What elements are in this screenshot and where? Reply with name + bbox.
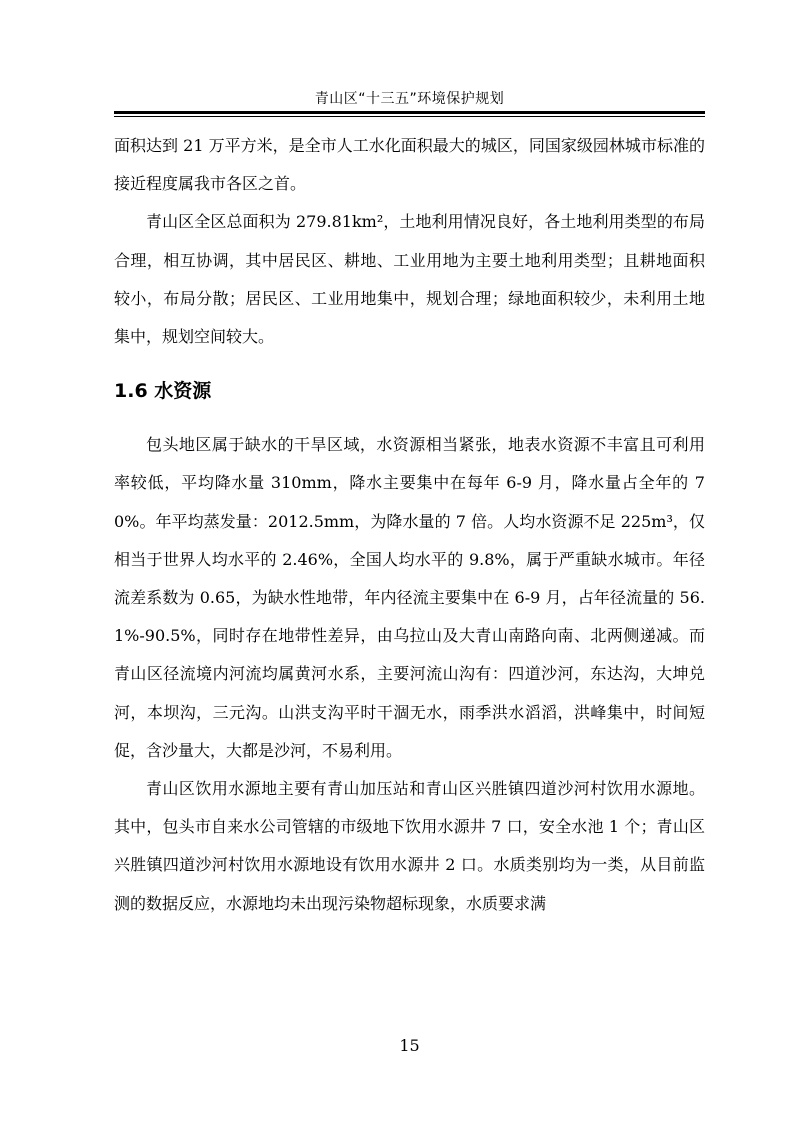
header-rule-thick: [114, 111, 705, 114]
header-rule-thin: [114, 116, 705, 117]
paragraph-continued: 面积达到 21 万平方米，是全市人工水化面积最大的城区，同国家级园林城市标准的接近程度属我市各区之首。: [114, 136, 705, 194]
paragraph-land-use: 青山区全区总面积为 279.81km²，土地利用情况良好，各土地利用类型的布局合理，相互协调，其中居民区、耕地、工业用地为主要土地利用类型；且耕地面积较小，布局分散；居民区、工业用地集中，规划合理；绿地面积较少，未利用土地集中，规划空间较大。: [114, 212, 705, 347]
paragraph-drinking-water: 青山区饮用水源地主要有青山加压站和青山区兴胜镇四道沙河村饮用水源地。其中，包头市自来水公司管辖的市级地下饮用水源井 7 口，安全水池 1 个；青山区兴胜镇四道沙河村饮用水源地设有饮用水源井 2 口。水质类别均为一类，从目前监测的数据反应，水源地均未出现污染物超标现象，水质要求满: [114, 779, 705, 913]
section-heading: 1.6 水资源: [114, 380, 212, 403]
page-body: [114, 127, 705, 923]
page-number: 15: [399, 1036, 420, 1055]
running-header: 青山区“十三五”环境保护规划: [314, 91, 505, 107]
paragraph-water-resources: 包头地区属于缺水的干旱区域，水资源相当紧张，地表水资源不丰富且可利用率较低，平均降水量 310mm，降水主要集中在每年 6-9 月，降水量占全年的 70%。年平均蒸发量：2012.5mm，为降水量的 7 倍。人均水资源不足 225m³，仅相当于世界人均水平的 2.46%，全国人均水平的 9.8%，属于严重缺水城市。年径流差系数为 0.65，为缺水性地带，年内径流主要集中在 6-9 月，占年径流量的 56.1%-90.5%，同时存在地带性差异，由乌拉山及大青山南路向南、北两侧递减。而青山区径流境内河流均属黄河水系，主要河流山沟有：四道沙河，东达沟，大坤兑河，本坝沟，三元沟。山洪支沟平时干涸无水，雨季洪水滔滔，洪峰集中，时间短促，含沙量大，大都是沙河，不易利用。: [114, 435, 705, 760]
